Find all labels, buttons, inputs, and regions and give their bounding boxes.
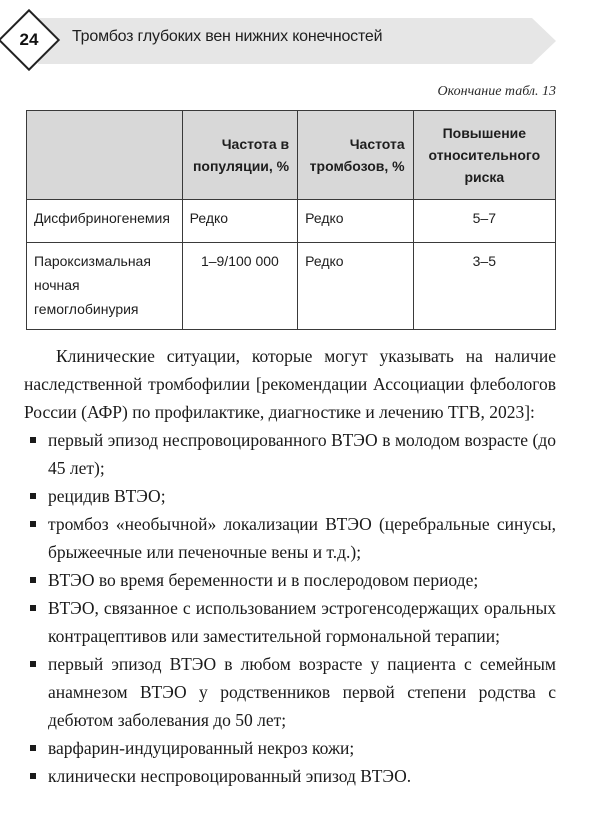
table-cell: Редко bbox=[182, 200, 298, 243]
table-cell: Пароксизмальная ночная гемоглобинурия bbox=[27, 243, 183, 330]
table-caption: Окончание табл. 13 bbox=[437, 84, 556, 99]
table-header-cell: Повышение относительного риска bbox=[413, 111, 555, 200]
table-cell: Редко bbox=[298, 243, 414, 330]
table-cell: 1–9/100 000 bbox=[182, 243, 298, 330]
table-row bbox=[27, 243, 556, 330]
intro-paragraph: Клинические ситуации, которые могут указывать на наличие наследственной тромбофилии [рекомендации Ассоциации флебологов России (АФР) по профилактике, диагностике и лечению ТГВ, 2023]: bbox=[24, 346, 556, 422]
page-number: 24 bbox=[19, 30, 39, 49]
page-header bbox=[0, 0, 590, 82]
list-item bbox=[24, 650, 556, 734]
list-item bbox=[24, 734, 556, 762]
list-item-text: варфарин-индуцированный некроз кожи; bbox=[48, 738, 355, 758]
table-cell: Редко bbox=[298, 200, 414, 243]
bullet-icon bbox=[30, 493, 36, 499]
bullet-icon bbox=[30, 661, 36, 667]
table-header-cell: Частота в популяции, % bbox=[182, 111, 298, 200]
table-header-row bbox=[27, 111, 556, 200]
list-item-text: первый эпизод неспровоцированного ВТЭО в молодом возрасте (до 45 лет); bbox=[48, 430, 556, 478]
table-header-cell: Частота тромбозов, % bbox=[298, 111, 414, 200]
list-item-text: рецидив ВТЭО; bbox=[48, 486, 166, 506]
list-item-text: ВТЭО, связанное с использованием эстрогенсодержащих оральных контрацептивов или заместительной гормональной терапии; bbox=[48, 598, 556, 646]
list-item bbox=[24, 594, 556, 650]
bullet-icon bbox=[30, 773, 36, 779]
bullet-icon bbox=[30, 521, 36, 527]
list-item bbox=[24, 566, 556, 594]
list-item-text: ВТЭО во время беременности и в послеродовом периоде; bbox=[48, 570, 479, 590]
bullet-icon bbox=[30, 745, 36, 751]
body-text bbox=[24, 342, 556, 790]
list-item bbox=[24, 426, 556, 482]
bullet-icon bbox=[30, 577, 36, 583]
list-item bbox=[24, 482, 556, 510]
data-table bbox=[26, 110, 556, 330]
bullet-icon bbox=[30, 437, 36, 443]
table-row bbox=[27, 200, 556, 243]
table-cell: 3–5 bbox=[413, 243, 555, 330]
list-item-text: тромбоз «необычной» локализации ВТЭО (церебральные синусы, брыжеечные или печеночные вены и т.д.); bbox=[48, 514, 556, 562]
table-header-cell bbox=[27, 111, 183, 200]
table-cell: 5–7 bbox=[413, 200, 555, 243]
bullet-icon bbox=[30, 605, 36, 611]
running-title: Тромбоз глубоких вен нижних конечностей bbox=[72, 28, 383, 45]
list-item-text: первый эпизод ВТЭО в любом возрасте у пациента с семейным анамнезом ВТЭО у родственников первой степени родства с дебютом заболевания до 50 лет; bbox=[48, 654, 556, 730]
list-item-text: клинически неспровоцированный эпизод ВТЭО. bbox=[48, 766, 412, 786]
table-cell: Дисфибриногенемия bbox=[27, 200, 183, 243]
list-item bbox=[24, 762, 556, 790]
list-item bbox=[24, 510, 556, 566]
bullet-list bbox=[24, 426, 556, 790]
